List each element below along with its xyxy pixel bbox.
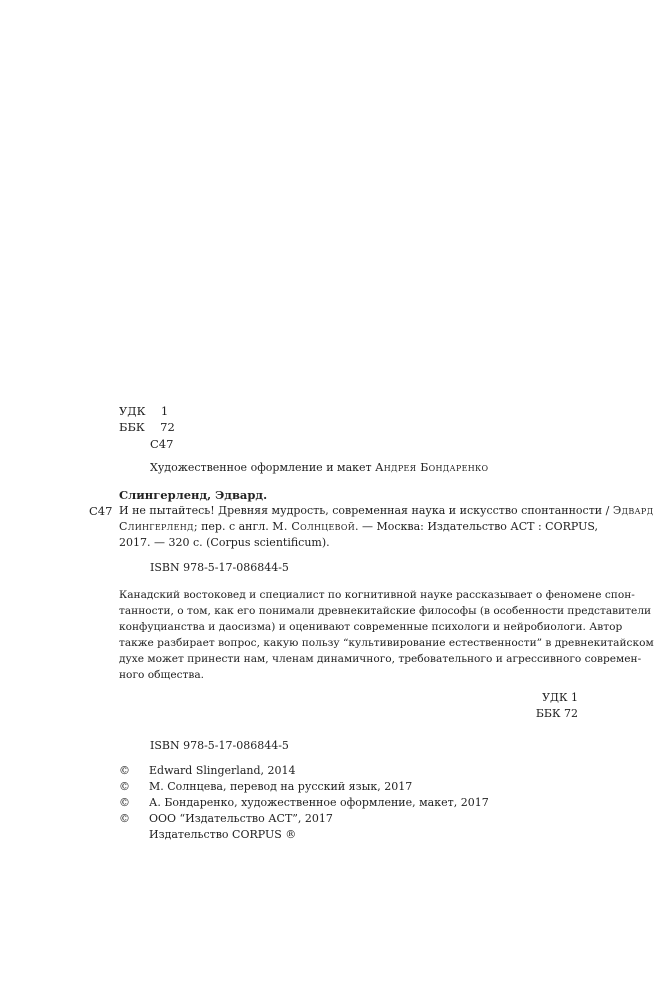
copyright-icon: ©	[119, 812, 130, 825]
udk-label: УДК	[119, 404, 146, 418]
design-credit	[150, 460, 488, 476]
copyright-icon: ©	[119, 796, 130, 809]
bbk-value: 72	[160, 420, 175, 434]
isbn-top: ISBN 978-5-17-086844-5	[150, 561, 289, 574]
copyright-text: Издательство CORPUS ®	[149, 828, 297, 841]
copyright-icon: ©	[119, 780, 130, 793]
copyright-text: Edward Slingerland, 2014	[149, 764, 296, 777]
author-mark: С47	[150, 437, 174, 451]
udk-row	[119, 403, 168, 419]
publisher-info: . — Москва: Издательство АСТ : CORPUS,	[354, 520, 599, 533]
copyright-text: А. Бондаренко, художественное оформление, макет, 2017	[149, 796, 489, 809]
annotation-line: духе может принести нам, членам динамичного, требовательного и агрессивного современ-	[119, 653, 642, 665]
author-surname: Слингерленд	[119, 520, 194, 533]
udk-right: УДК 1	[542, 691, 578, 704]
copyright-row	[119, 827, 296, 843]
copyright-text: ООО “Издательство АСТ”, 2017	[149, 812, 333, 825]
bbk-right: ББК 72	[535, 707, 578, 720]
design-credit-text: Художественное оформление и макет	[150, 461, 372, 474]
title-statement: И не пытайтесь! Древняя мудрость, современная наука и искусство спонтанности /	[119, 504, 613, 517]
copyright-text: М. Солнцева, перевод на русский язык, 2017	[149, 780, 413, 793]
bbk-label: ББК	[119, 420, 145, 434]
copyright-icon: ©	[119, 764, 130, 777]
author-heading: Слингерленд, Эдвард.	[119, 488, 268, 502]
annotation-line: ного общества.	[119, 669, 205, 681]
copyright-row	[119, 763, 296, 779]
annotation-line: Канадский востоковед и специалист по когнитивной науке рассказывает о феномене спон-	[119, 589, 635, 601]
copyright-row	[119, 811, 333, 827]
biblio-line-1	[119, 503, 653, 519]
translator-name: М. Солнцевой	[272, 520, 355, 533]
annotation-line: конфуцианства и даосизма) и оценивают современные психологи и нейробиологи. Автор	[119, 621, 623, 633]
copyright-row	[119, 795, 489, 811]
udk-value: 1	[160, 404, 169, 418]
bbk-row	[119, 419, 175, 435]
translation-note: ; пер. с англ.	[193, 520, 273, 533]
design-credit-name: Андрея Бондаренко	[375, 461, 489, 474]
annotation-line: также разбирает вопрос, какую пользу “культивирование естественности” в древнекитайском	[119, 637, 654, 649]
biblio-line-2	[119, 519, 598, 535]
annotation-line: танности, о том, как его понимали древнекитайские философы (в особенности представители	[119, 605, 652, 617]
copyright-row	[119, 779, 412, 795]
biblio-side-mark: С47	[89, 504, 113, 518]
isbn-bottom: ISBN 978-5-17-086844-5	[150, 739, 289, 752]
author-firstname: Эдвард	[612, 504, 654, 517]
biblio-line-3: 2017. — 320 с. (Corpus scientificum).	[119, 536, 330, 549]
